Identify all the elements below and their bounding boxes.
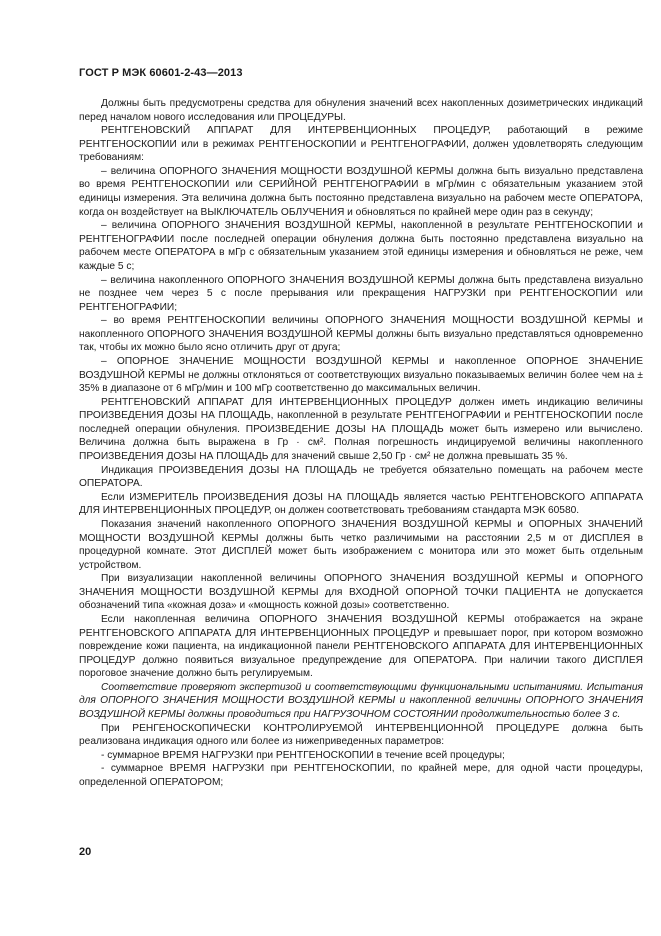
document-body [79, 97, 643, 789]
paragraph: При РЕНГЕНОСКОПИЧЕСКИ КОНТРОЛИРУЕМОЙ ИНТЕРВЕНЦИОННОЙ ПРОЦЕДУРЕ должна быть реализована индикация одного или более из нижеприведенных параметров: [79, 722, 643, 748]
paragraph: Если ИЗМЕРИТЕЛЬ ПРОИЗВЕДЕНИЯ ДОЗЫ НА ПЛОЩАДЬ является частью РЕНТГЕНОВСКОГО АППАРАТА ДЛЯ ИНТЕРВЕНЦИОННЫХ ПРОЦЕДУР, он должен соответствовать требованиям стандарта МЭК 60580. [79, 491, 643, 517]
paragraph: РЕНТГЕНОВСКИЙ АППАРАТ ДЛЯ ИНТЕРВЕНЦИОННЫХ ПРОЦЕДУР должен иметь индикацию величины ПРОИЗВЕДЕНИЯ ДОЗЫ НА ПЛОЩАДЬ, накопленной в результате РЕНТГЕНОГРАФИИ и РЕНТГЕНОСКОПИИ после последней операции обнуления. ПРОИЗВЕДЕНИЕ ДОЗЫ НА ПЛОЩАДЬ может быть измерено или вычислено. Величина должна быть выражена в Гр · см². Полная погрешность индицируемой величины накопленного ПРОИЗВЕДЕНИЯ ДОЗЫ НА ПЛОЩАДЬ для значений свыше 2,50 Гр · см² не должна превышать 35 %. [79, 396, 643, 463]
list-item: – величина ОПОРНОГО ЗНАЧЕНИЯ ВОЗДУШНОЙ КЕРМЫ, накопленной в результате РЕНТГЕНОСКОПИИ и РЕНТГЕНОГРАФИИ после последней операции обнуления должна быть постоянно представлена визуально на рабочем месте ОПЕРАТОРА в мГр с обязательным указанием этой единицы измерения и обновляться не реже, чем каждые 5 с; [79, 220, 643, 272]
paragraph: Показания значений накопленного ОПОРНОГО ЗНАЧЕНИЯ ВОЗДУШНОЙ КЕРМЫ и ОПОРНЫХ ЗНАЧЕНИЙ МОЩНОСТИ ВОЗДУШНОЙ КЕРМЫ должны быть четко различимыми на расстоянии 2,5 м от ДИСПЛЕЯ в процедурной комнате. Этот ДИСПЛЕЙ может быть изображением с монитора или это может быть отдельным устройством. [79, 518, 643, 571]
list-item: - суммарное ВРЕМЯ НАГРУЗКИ при РЕНТГЕНОСКОПИИ в течение всей процедуры; [101, 749, 505, 761]
standard-header: ГОСТ Р МЭК 60601-2-43—2013 [79, 67, 243, 79]
paragraph: При визуализации накопленной величины ОПОРНОГО ЗНАЧЕНИЯ ВОЗДУШНОЙ КЕРМЫ и ОПОРНОГО ЗНАЧЕНИЯ МОЩНОСТИ ВОЗДУШНОЙ КЕРМЫ для ВХОДНОЙ ОПОРНОЙ ТОЧКИ ПАЦИЕНТА не допускается обозначений типа «кожная доза» и «мощность кожной дозы» соответственно. [79, 573, 643, 612]
list-item: - суммарное ВРЕМЯ НАГРУЗКИ при РЕНТГЕНОСКОПИИ, по крайней мере, для одной части процедуры, определенной ОПЕРАТОРОМ; [79, 763, 643, 788]
paragraph: Должны быть предусмотрены средства для обнуления значений всех накопленных дозиметричеcких индикаций перед началом нового исследования или ПРОЦЕДУРЫ. [79, 98, 643, 123]
list-item: – величина накопленного ОПОРНОГО ЗНАЧЕНИЯ ВОЗДУШНОЙ КЕРМЫ должна быть представлена визуально не позднее чем через 5 с после прерывания или прекращения НАГРУЗКИ при РЕНТГЕНОСКОПИИ или РЕНТГЕНОГРАФИИ; [79, 274, 643, 313]
page-number: 20 [79, 846, 92, 858]
paragraph: Индикация ПРОИЗВЕДЕНИЯ ДОЗЫ НА ПЛОЩАДЬ не требуется обязательно помещать на рабочем месте ОПЕРАТОРА. [79, 464, 643, 490]
compliance-note: Соответствие проверяют экспертизой и соответствующими функциональными испытаниями. Испытания для ОПОРНОГО ЗНАЧЕНИЯ МОЩНОСТИ ВОЗДУШНОЙ КЕРМЫ и накопленной величины ОПОРНОГО ЗНАЧЕНИЯ ВОЗДУШНОЙ КЕРМЫ должны проводиться при НАГРУЗОЧНОМ СОСТОЯНИИ продолжительностью более 3 с. [79, 681, 643, 721]
list-item: – величина ОПОРНОГО ЗНАЧЕНИЯ МОЩНОСТИ ВОЗДУШНОЙ КЕРМЫ должна быть визуально представлена во время РЕНТГЕНОСКОПИИ или СЕРИЙНОЙ РЕНТГЕНОГРАФИИ в мГр/мин с обязательным указанием этой единицы измерения. Эта величина должна быть постоянно представлена визуально на рабочем месте ОПЕРАТОРА, когда он воздействует на ВЫКЛЮЧАТЕЛЬ ОБЛУЧЕНИЯ и обновляться по крайней мере один раз в секунду; [79, 165, 643, 218]
paragraph: Если накопленная величина ОПОРНОГО ЗНАЧЕНИЯ ВОЗДУШНОЙ КЕРМЫ отображается на экране РЕНТГЕНОВСКОГО АППАРАТА ДЛЯ ИНТЕРВЕНЦИОННЫХ ПРОЦЕДУР и превышает порог, при котором возможно повреждение кожи пациента, на индикационной панели РЕНТГЕНОВСКОГО АППАРАТА ДЛЯ ИНТЕРВЕНЦИОННЫХ ПРОЦЕДУР должно появиться визуальное предупреждение для ОПЕРАТОРА. При наличии такого ДИСПЛЕЯ пороговое значение должно быть регулируемым. [79, 613, 643, 680]
list-item: – ОПОРНОЕ ЗНАЧЕНИЕ МОЩНОСТИ ВОЗДУШНОЙ КЕРМЫ и накопленное ОПОРНОЕ ЗНАЧЕНИЕ ВОЗДУШНОЙ КЕРМЫ не должны отклоняться от соответствующих визуально показываемых величин более чем на ± 35% в диапазоне от 6 мГр/мин и 100 мГр соответственно до максимальных величин. [79, 355, 643, 395]
list-item: – во время РЕНТГЕНОСКОПИИ величины ОПОРНОГО ЗНАЧЕНИЯ МОЩНОСТИ ВОЗДУШНОЙ КЕРМЫ и накопленного ОПОРНОГО ЗНАЧЕНИЯ ВОЗДУШНОЙ КЕРМЫ должны быть визуально представляться одновременно так, чтобы их можно было ясно отличить друг от друга; [79, 315, 643, 354]
paragraph: РЕНТГЕНОВСКИЙ АППАРАТ ДЛЯ ИНТЕРВЕНЦИОННЫХ ПРОЦЕДУР, работающий в режиме РЕНТГЕНОСКОПИИ или в режимах РЕНТГЕНОСКОПИИ и РЕНТГЕНОГРАФИИ, должен удовлетворять следующим требованиям: [79, 125, 643, 164]
